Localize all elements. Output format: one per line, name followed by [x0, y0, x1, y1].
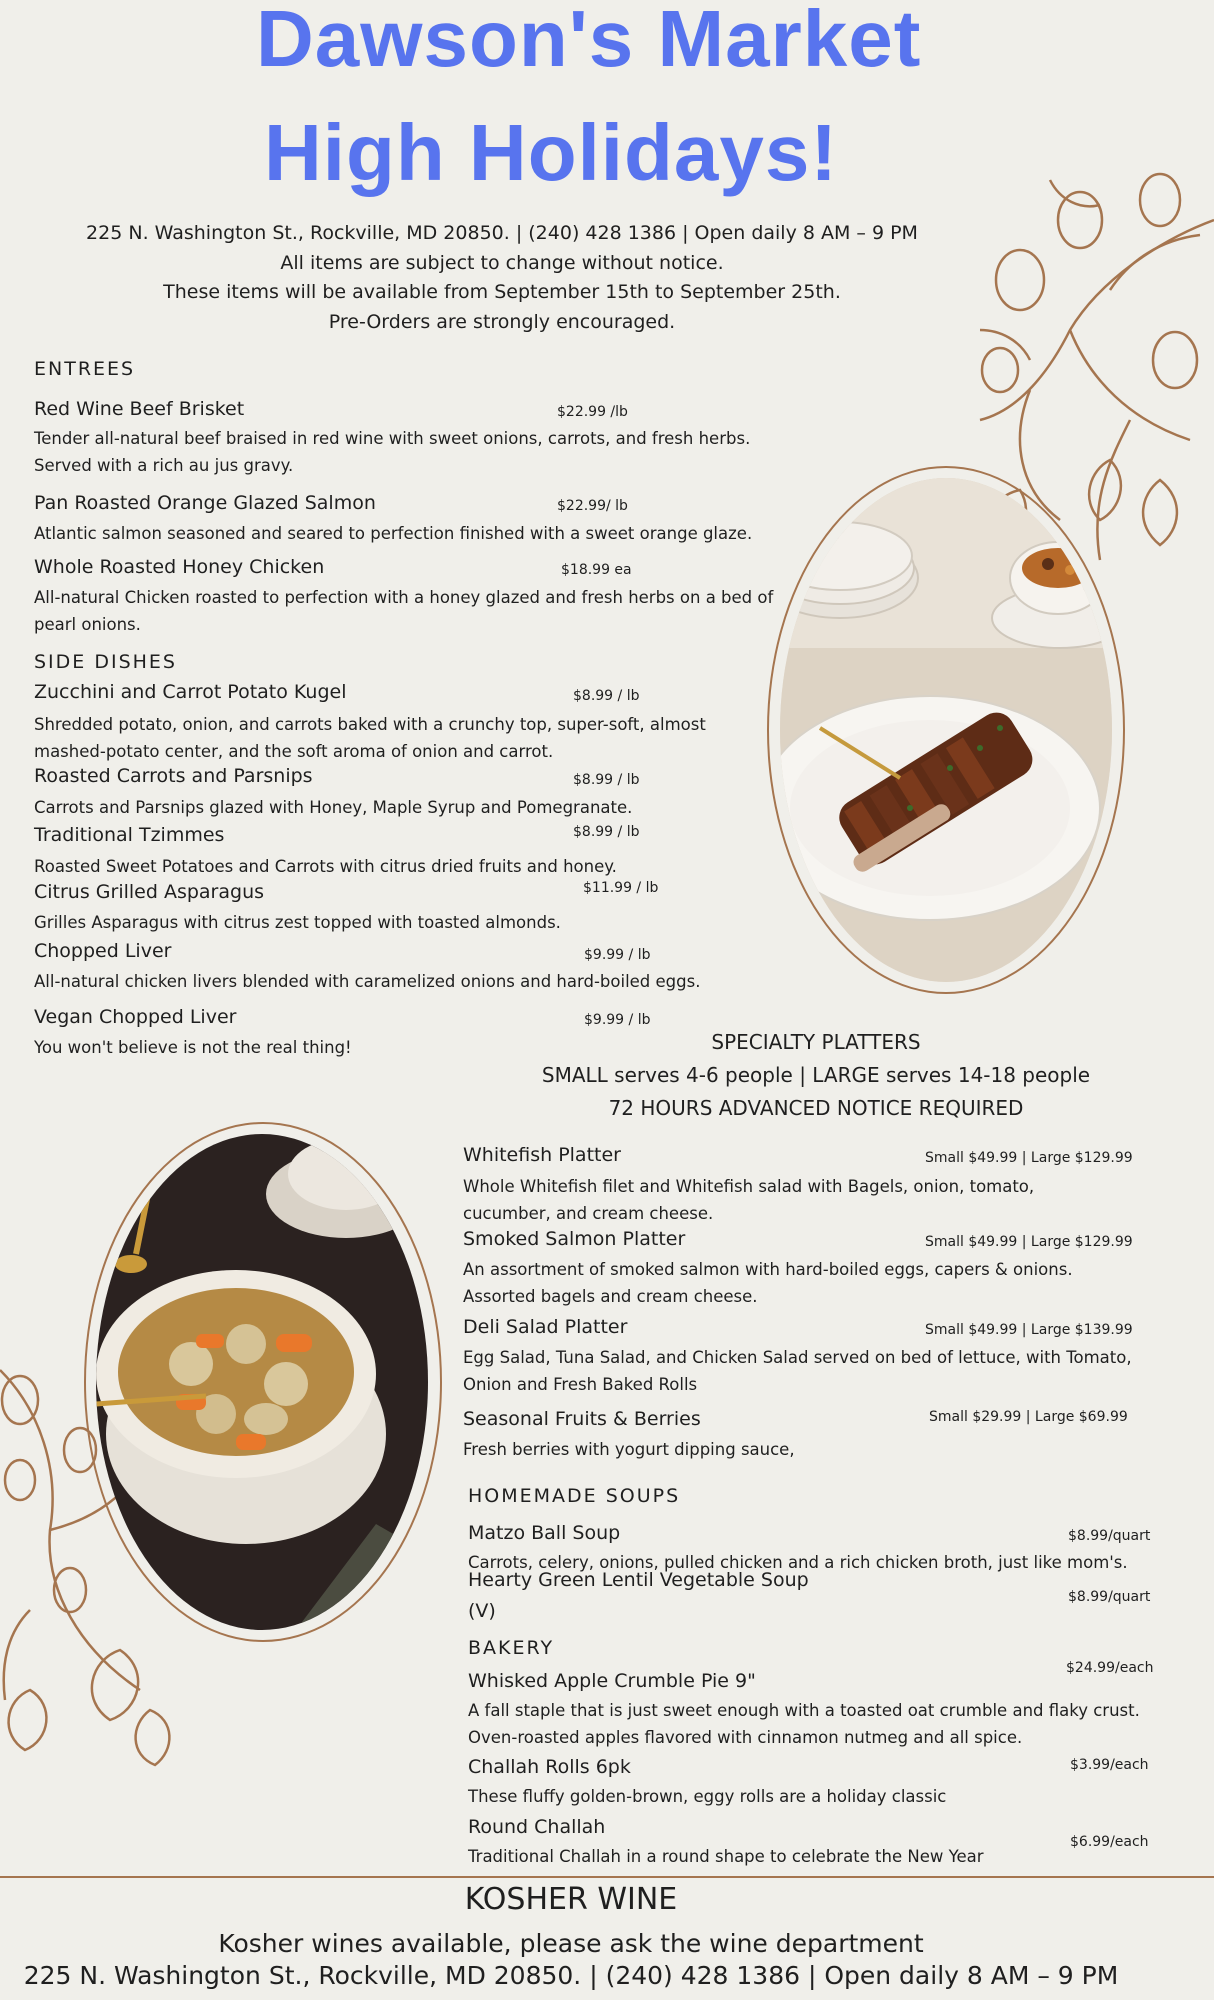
menu-item-price: $22.99 /lb [557, 404, 628, 420]
menu-item-desc: A fall staple that is just sweet enough with a toasted oat crumble and flaky crust. Oven-roasted apples flavored with cinnamon nutmeg and all spice. [468, 1701, 1140, 1747]
platters-notice: 72 HOURS ADVANCED NOTICE REQUIRED [608, 1096, 1024, 1120]
menu-item-name: Whitefish Platter [463, 1144, 621, 1166]
notice-availability: These items will be available from September 15th to September 25th. [163, 281, 841, 303]
page-title-line1: Dawson's Market [256, 0, 922, 83]
menu-item-name: Traditional Tzimmes [34, 824, 225, 846]
menu-item-price: $8.99 / lb [573, 824, 640, 840]
menu-item-name: Chopped Liver [34, 940, 172, 962]
menu-item-desc: You won't believe is not the real thing! [34, 1038, 352, 1057]
menu-item-price: Small $49.99 | Large $129.99 [925, 1150, 1133, 1166]
menu-item-price: $6.99/each [1070, 1834, 1149, 1850]
menu-item-desc: All-natural Chicken roasted to perfection with a honey glazed and fresh herbs on a bed of pearl onions. [34, 588, 774, 634]
kosher-wine-heading: KOSHER WINE [464, 1882, 678, 1917]
menu-item-name: Challah Rolls 6pk [468, 1756, 631, 1778]
menu-item-price: $11.99 / lb [583, 880, 659, 896]
menu-item-name-vegan-mark: (V) [468, 1600, 496, 1622]
menu-item-name: Hearty Green Lentil Vegetable Soup [468, 1569, 809, 1591]
menu-item-desc: Traditional Challah in a round shape to celebrate the New Year [468, 1847, 984, 1866]
menu-item-desc: Whole Whitefish filet and Whitefish salad with Bagels, onion, tomato, cucumber, and cream cheese. [463, 1177, 1035, 1223]
menu-item-price: $8.99 / lb [573, 688, 640, 704]
soups-heading: HOMEMADE SOUPS [468, 1485, 681, 1507]
menu-item-price: $9.99 / lb [584, 947, 651, 963]
kosher-wine-note: Kosher wines available, please ask the wine department [218, 1929, 924, 1958]
menu-item-desc: Atlantic salmon seasoned and seared to perfection finished with a sweet orange glaze. [34, 524, 753, 543]
menu-item-name: Citrus Grilled Asparagus [34, 881, 265, 903]
menu-item-desc: Egg Salad, Tuna Salad, and Chicken Salad served on bed of lettuce, with Tomato, Onion and Fresh Baked Rolls [463, 1348, 1132, 1394]
menu-item-price: $18.99 ea [561, 562, 632, 578]
menu-item-name: Matzo Ball Soup [468, 1522, 621, 1544]
menu-item-price: $9.99 / lb [584, 1012, 651, 1028]
bakery-heading: BAKERY [468, 1637, 555, 1659]
menu-item-price: $24.99/each [1066, 1660, 1154, 1676]
menu-item-desc: Fresh berries with yogurt dipping sauce, [463, 1440, 795, 1459]
menu-item-desc: An assortment of smoked salmon with hard-boiled eggs, capers & onions. Assorted bagels and cream cheese. [463, 1260, 1073, 1306]
menu-item-price: Small $49.99 | Large $129.99 [925, 1234, 1133, 1250]
menu-item-name: Smoked Salmon Platter [463, 1228, 686, 1250]
menu-item-name: Seasonal Fruits & Berries [463, 1408, 701, 1430]
menu-item-name: Roasted Carrots and Parsnips [34, 765, 313, 787]
notice-change: All items are subject to change without notice. [280, 252, 724, 274]
menu-item-desc: Roasted Sweet Potatoes and Carrots with citrus dried fruits and honey. [34, 857, 617, 876]
menu-item-name: Deli Salad Platter [463, 1316, 628, 1338]
menu-item-price: $3.99/each [1070, 1757, 1149, 1773]
brisket-photo [780, 478, 1112, 982]
menu-item-desc: Tender all-natural beef braised in red wine with sweet onions, carrots, and fresh herbs. Served with a rich au jus gravy. [34, 429, 751, 475]
menu-item-price: $22.99/ lb [557, 498, 628, 514]
menu-item-name: Pan Roasted Orange Glazed Salmon [34, 492, 376, 514]
menu-item-name: Whisked Apple Crumble Pie 9" [468, 1670, 756, 1692]
menu-item-desc: Carrots and Parsnips glazed with Honey, Maple Syrup and Pomegranate. [34, 798, 633, 817]
menu-item-desc: All-natural chicken livers blended with caramelized onions and hard-boiled eggs. [34, 972, 701, 991]
menu-item-desc: Carrots, celery, onions, pulled chicken and a rich chicken broth, just like mom's. [468, 1553, 1128, 1572]
menu-item-price: $8.99 / lb [573, 772, 640, 788]
menu-item-name: Round Challah [468, 1816, 606, 1838]
platters-serving-note: SMALL serves 4-6 people | LARGE serves 14-18 people [541, 1063, 1091, 1087]
side-dishes-heading: SIDE DISHES [34, 651, 177, 673]
menu-item-price: Small $49.99 | Large $139.99 [925, 1322, 1133, 1338]
menu-item-desc: Shredded potato, onion, and carrots baked with a crunchy top, super-soft, almost mashed-potato center, and the soft aroma of onion and carrot. [34, 715, 706, 761]
menu-item-name: Vegan Chopped Liver [34, 1006, 237, 1028]
menu-item-desc: These fluffy golden-brown, eggy rolls are a holiday classic [468, 1787, 947, 1806]
notice-preorder: Pre-Orders are strongly encouraged. [328, 311, 676, 333]
menu-item-desc: Grilles Asparagus with citrus zest topped with toasted almonds. [34, 913, 561, 932]
menu-item-price: $8.99/quart [1068, 1589, 1151, 1605]
menu-item-name: Red Wine Beef Brisket [34, 398, 245, 420]
menu-item-price: Small $29.99 | Large $69.99 [929, 1409, 1128, 1425]
platters-heading: SPECIALTY PLATTERS [711, 1030, 921, 1054]
menu-item-price: $8.99/quart [1068, 1528, 1151, 1544]
store-address-line: 225 N. Washington St., Rockville, MD 20850. | (240) 428 1386 | Open daily 8 AM – 9 PM [86, 222, 918, 244]
menu-item-name: Zucchini and Carrot Potato Kugel [34, 681, 347, 703]
page-title-line2: High Holidays! [263, 108, 839, 197]
footer-address-line: 225 N. Washington St., Rockville, MD 20850. | (240) 428 1386 | Open daily 8 AM – 9 PM [23, 1961, 1119, 1990]
menu-item-name: Whole Roasted Honey Chicken [34, 556, 325, 578]
footer-divider [0, 1876, 1214, 1878]
entrees-heading: ENTREES [34, 358, 136, 380]
soup-photo [96, 1134, 428, 1630]
